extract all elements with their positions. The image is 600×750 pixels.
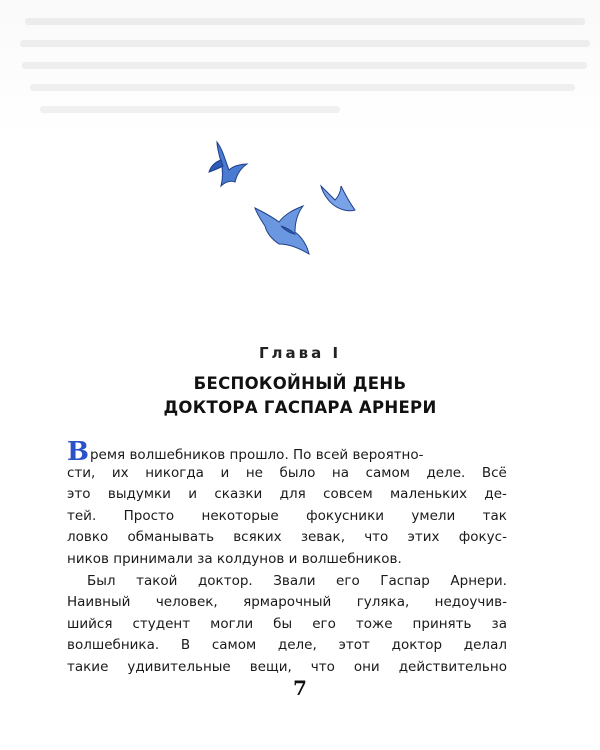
bleed-line: [30, 84, 575, 91]
bird-icon: [255, 206, 309, 254]
bird-icon: [209, 142, 247, 186]
text-line: это выдумки и сказки для совсем маленьких де-: [67, 486, 507, 503]
bird-icon: [321, 186, 355, 211]
body-text: [67, 437, 507, 679]
text-line: тей. Просто некоторые фокусники умели так: [67, 507, 507, 524]
chapter-label: Глава I: [258, 344, 342, 362]
bleed-line: [20, 40, 590, 47]
text-line: ловко обманывать всяких зевак, что этих фокус-: [67, 529, 507, 546]
bleed-line: [22, 62, 587, 69]
text-line: ников принимали за колдунов и волшебников.: [67, 550, 402, 567]
chapter-title-line: БЕСПОКОЙНЫЙ ДЕНЬ: [193, 374, 407, 393]
page-number: 7: [293, 676, 307, 700]
text-line: такие удивительные вещи, что они действительно: [67, 658, 507, 675]
text-line: [67, 437, 507, 467]
drop-cap: В: [67, 437, 89, 467]
text-line: Наивный человек, ярмарочный гуляка, недоучив-: [67, 594, 507, 611]
text-line: шийся студент могли бы его тоже принять за: [67, 615, 507, 632]
text-line: волшебника. В самом деле, этот доктор делал: [67, 637, 507, 654]
bleed-line: [40, 106, 340, 113]
text-line-content: ремя волшебников прошло. По всей вероятно-: [89, 447, 424, 463]
text-line: Был такой доктор. Звали его Гаспар Арнери.: [87, 572, 507, 589]
birds-illustration: [195, 130, 375, 270]
bleed-line: [25, 18, 585, 25]
show-through-bleed: [0, 0, 600, 140]
chapter-title: [0, 372, 600, 420]
text-line: сти, их никогда и не было на самом деле. Всё: [67, 464, 507, 481]
chapter-title-line: ДОКТОРА ГАСПАРА АРНЕРИ: [163, 398, 437, 417]
